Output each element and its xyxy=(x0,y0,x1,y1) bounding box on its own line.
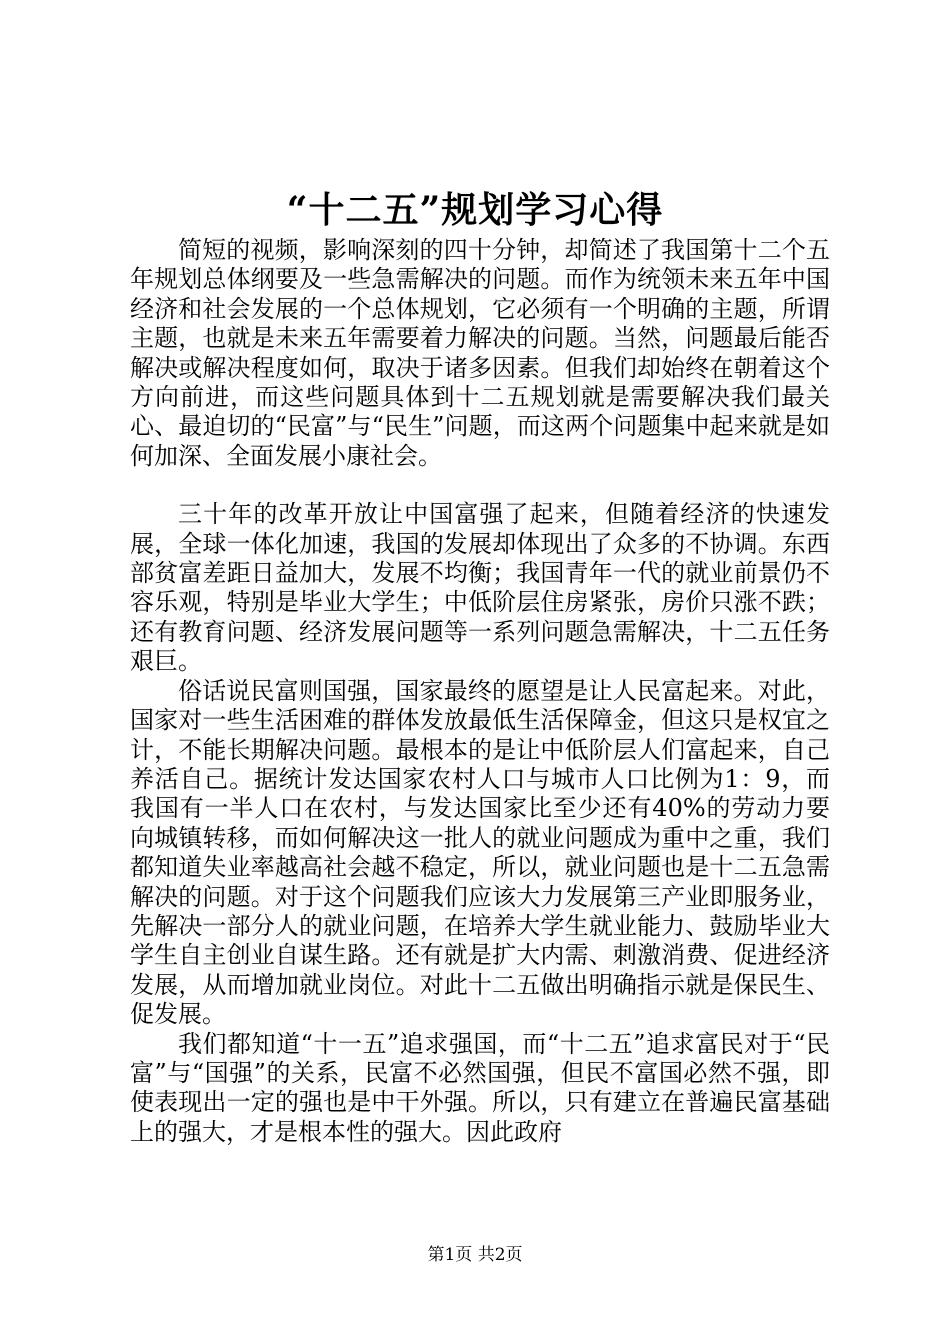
paragraph-1: 简短的视频，影响深刻的四十分钟，却简述了我国第十二个五年规划总体纲要及一些急需解决的问题。而作为统领未来五年中国经济和社会发展的一个总体规划，它必须有一个明确的主题，所谓主题，也就是未来五年需要着力解决的问题。当然，问题最后能否解决或解决程度如何，取决于诸多因素。但我们却始终在朝着这个方向前进，而这些问题具体到十二五规划就是需要解决我们最关心、最迫切的“民富”与“民生”问题，而这两个问题集中起来就是如何加深、全面发展小康社会。 xyxy=(130,236,830,470)
document-title: “十二五”规划学习心得 xyxy=(286,189,664,231)
paragraph-4: 我们都知道“十一五”追求强国，而“十二五”追求富民对于“民富”与“国强”的关系，民富不必然国强，但民不富国必然不强，即使表现出一定的强也是中干外强。所以，只有建立在普遍民富基础上的强大，才是根本性的强大。因此政府 xyxy=(130,1029,830,1146)
page-footer: 第1页 共2页 xyxy=(427,1245,523,1265)
paragraph-2: 三十年的改革开放让中国富强了起来，但随着经济的快速发展，全球一体化加速，我国的发展却体现出了众多的不协调。东西部贫富差距日益加大，发展不均衡；我国青年一代的就业前景仍不容乐观，特别是毕业大学生；中低阶层住房紧张，房价只涨不跌；还有教育问题、经济发展问题等一系列问题急需解决，十二五任务艰巨。 xyxy=(130,500,830,676)
document-body xyxy=(130,236,830,1147)
paragraph-3: 俗话说民富则国强，国家最终的愿望是让人民富起来。对此，国家对一些生活困难的群体发放最低生活保障金，但这只是权宜之计，不能长期解决问题。最根本的是让中低阶层人们富起来，自己养活自己。据统计发达国家农村人口与城市人口比例为1：9，而我国有一半人口在农村，与发达国家比至少还有40%的劳动力要向城镇转移，而如何解决这一批人的就业问题成为重中之重，我们都知道失业率越高社会越不稳定，所以，就业问题也是十二五急需解决的问题。对于这个问题我们应该大力发展第三产业即服务业，先解决一部分人的就业问题，在培养大学生就业能力、鼓励毕业大学生自主创业自谋生路。还有就是扩大内需、刺激消费、促进经济发展，从而增加就业岗位。对此十二五做出明确指示就是保民生、促发展。 xyxy=(130,676,830,1029)
